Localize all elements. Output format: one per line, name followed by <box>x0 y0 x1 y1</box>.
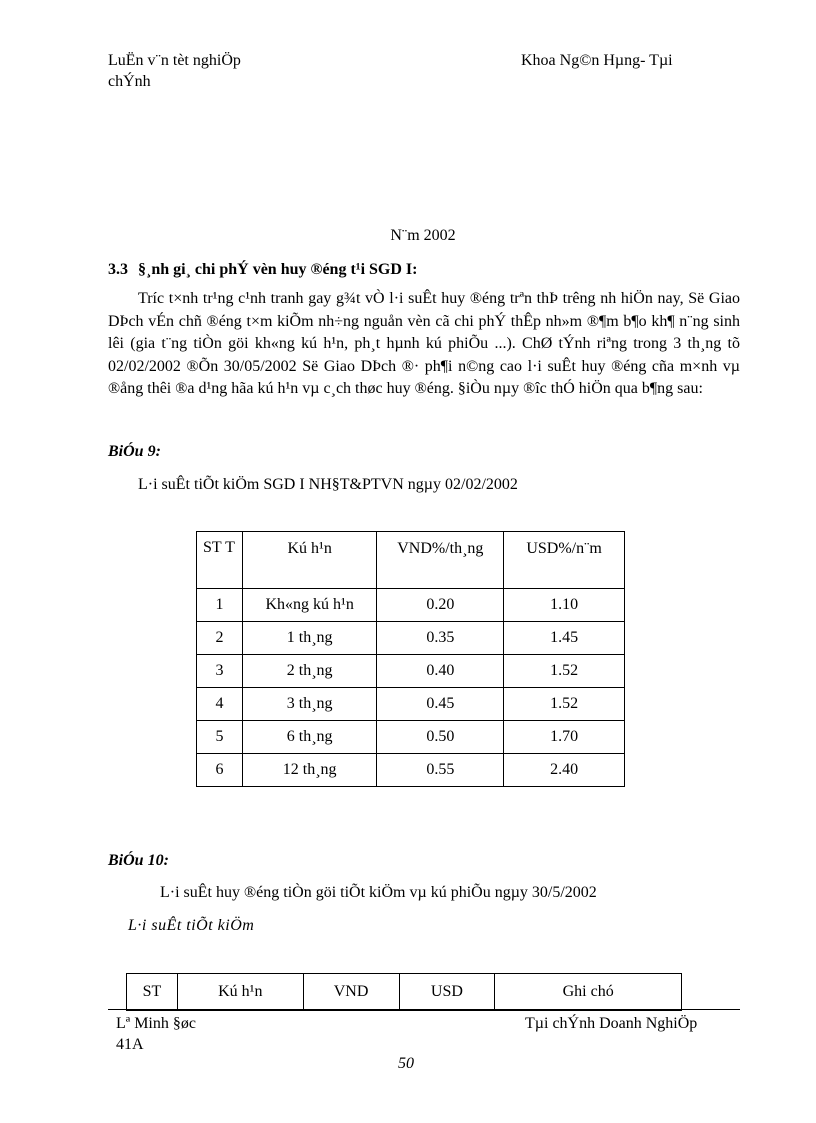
cell-vnd: 0.50 <box>377 721 504 754</box>
figure9-caption: L·i suÊt tiÕt kiÖm SGD I NH§T&PTVN ngµy 02/02/2002 <box>138 476 518 493</box>
header-left-line1: LuËn v¨n tèt nghiÖp <box>108 52 241 69</box>
table-row <box>197 655 625 688</box>
figure9-table <box>196 531 625 787</box>
table-row <box>197 589 625 622</box>
cell-usd: 1.52 <box>504 655 625 688</box>
table-row <box>197 754 625 787</box>
cell-term: 3 th¸ng <box>242 688 377 721</box>
cell-term: 12 th¸ng <box>242 754 377 787</box>
cell-term: 6 th¸ng <box>242 721 377 754</box>
footer-left-line2: 41A <box>116 1036 144 1053</box>
cell-stt: 6 <box>197 754 243 787</box>
figure10-label: BiÓu 10: <box>108 852 169 869</box>
col-header-usd: USD%/n¨m <box>504 532 625 589</box>
col-header-stt: ST <box>127 974 178 1011</box>
col-header-usd: USD <box>399 974 495 1011</box>
cell-stt: 2 <box>197 622 243 655</box>
table-row <box>197 721 625 754</box>
cell-usd: 2.40 <box>504 754 625 787</box>
cell-term: 2 th¸ng <box>242 655 377 688</box>
figure9-header-row <box>197 532 625 589</box>
cell-usd: 1.70 <box>504 721 625 754</box>
header-left <box>108 50 241 92</box>
cell-vnd: 0.40 <box>377 655 504 688</box>
cell-vnd: 0.35 <box>377 622 504 655</box>
cell-stt: 3 <box>197 655 243 688</box>
table-row <box>197 688 625 721</box>
cell-stt: 4 <box>197 688 243 721</box>
figure10-table <box>126 973 682 1011</box>
footer-divider <box>108 1009 740 1010</box>
table-row <box>197 622 625 655</box>
cell-usd: 1.10 <box>504 589 625 622</box>
col-header-stt: ST T <box>197 532 243 589</box>
page-number: 50 <box>398 1055 414 1072</box>
cell-term: Kh«ng kú h¹n <box>242 589 377 622</box>
figure10-caption: L·i suÊt huy ®éng tiÒn göi tiÕt kiÖm vµ kú phiÕu ngµy 30/5/2002 <box>160 884 597 901</box>
section-heading <box>108 261 417 279</box>
figure10-subcaption: L·i suÊt tiÕt kiÖm <box>128 917 255 934</box>
year-heading: N¨m 2002 <box>390 227 456 244</box>
header-left-line2: chÝnh <box>108 73 151 90</box>
cell-stt: 1 <box>197 589 243 622</box>
body-paragraph: Tríc t×nh tr¹ng c¹nh tranh gay g¾t vÒ l·i suÊt huy ®éng trªn thÞ trêng nh hiÖn nay, Së Giao DÞch vÉn chñ ®éng t×m kiÕm nh÷ng nguån vèn cã chi phÝ thÊp nh»m ®¶m b¶o kh¶ n¨ng sinh lêi (gia t¨ng tiÒn göi kh«ng kú h¹n, ph¸t hµnh kú phiÕu ...). ChØ tÝnh riªng trong 3 th¸ng tõ 02/02/2002 ®Õn 30/05/2002 Së Giao DÞch ®· ph¶i n©ng cao l·i suÊt huy ®éng cña m×nh vµ ®ång thêi ®a d¹ng hãa kú h¹n vµ c¸ch thøc huy ®éng. §iÒu nµy ®îc thÓ hiÖn qua b¶ng sau: <box>108 290 740 397</box>
figure9-label: BiÓu 9: <box>108 443 161 460</box>
cell-usd: 1.45 <box>504 622 625 655</box>
col-header-vnd: VND%/th¸ng <box>377 532 504 589</box>
cell-stt: 5 <box>197 721 243 754</box>
footer-left-line1: Lª Minh §øc <box>116 1015 196 1032</box>
cell-vnd: 0.45 <box>377 688 504 721</box>
section-title: §¸nh gi¸ chi phÝ vèn huy ®éng t¹i SGD I: <box>138 261 418 278</box>
footer-right: Tµi chÝnh Doanh NghiÖp <box>525 1015 698 1032</box>
footer-left <box>116 1013 196 1055</box>
col-header-term: Kú h¹n <box>242 532 377 589</box>
figure10-header-row <box>127 974 682 1011</box>
col-header-term: Kú h¹n <box>177 974 303 1011</box>
cell-vnd: 0.55 <box>377 754 504 787</box>
col-header-vnd: VND <box>303 974 399 1011</box>
section-number: 3.3 <box>108 261 128 278</box>
header-right: Khoa Ng©n Hµng- Tµi <box>521 52 673 69</box>
col-header-note: Ghi chó <box>495 974 682 1011</box>
cell-vnd: 0.20 <box>377 589 504 622</box>
cell-term: 1 th¸ng <box>242 622 377 655</box>
cell-usd: 1.52 <box>504 688 625 721</box>
